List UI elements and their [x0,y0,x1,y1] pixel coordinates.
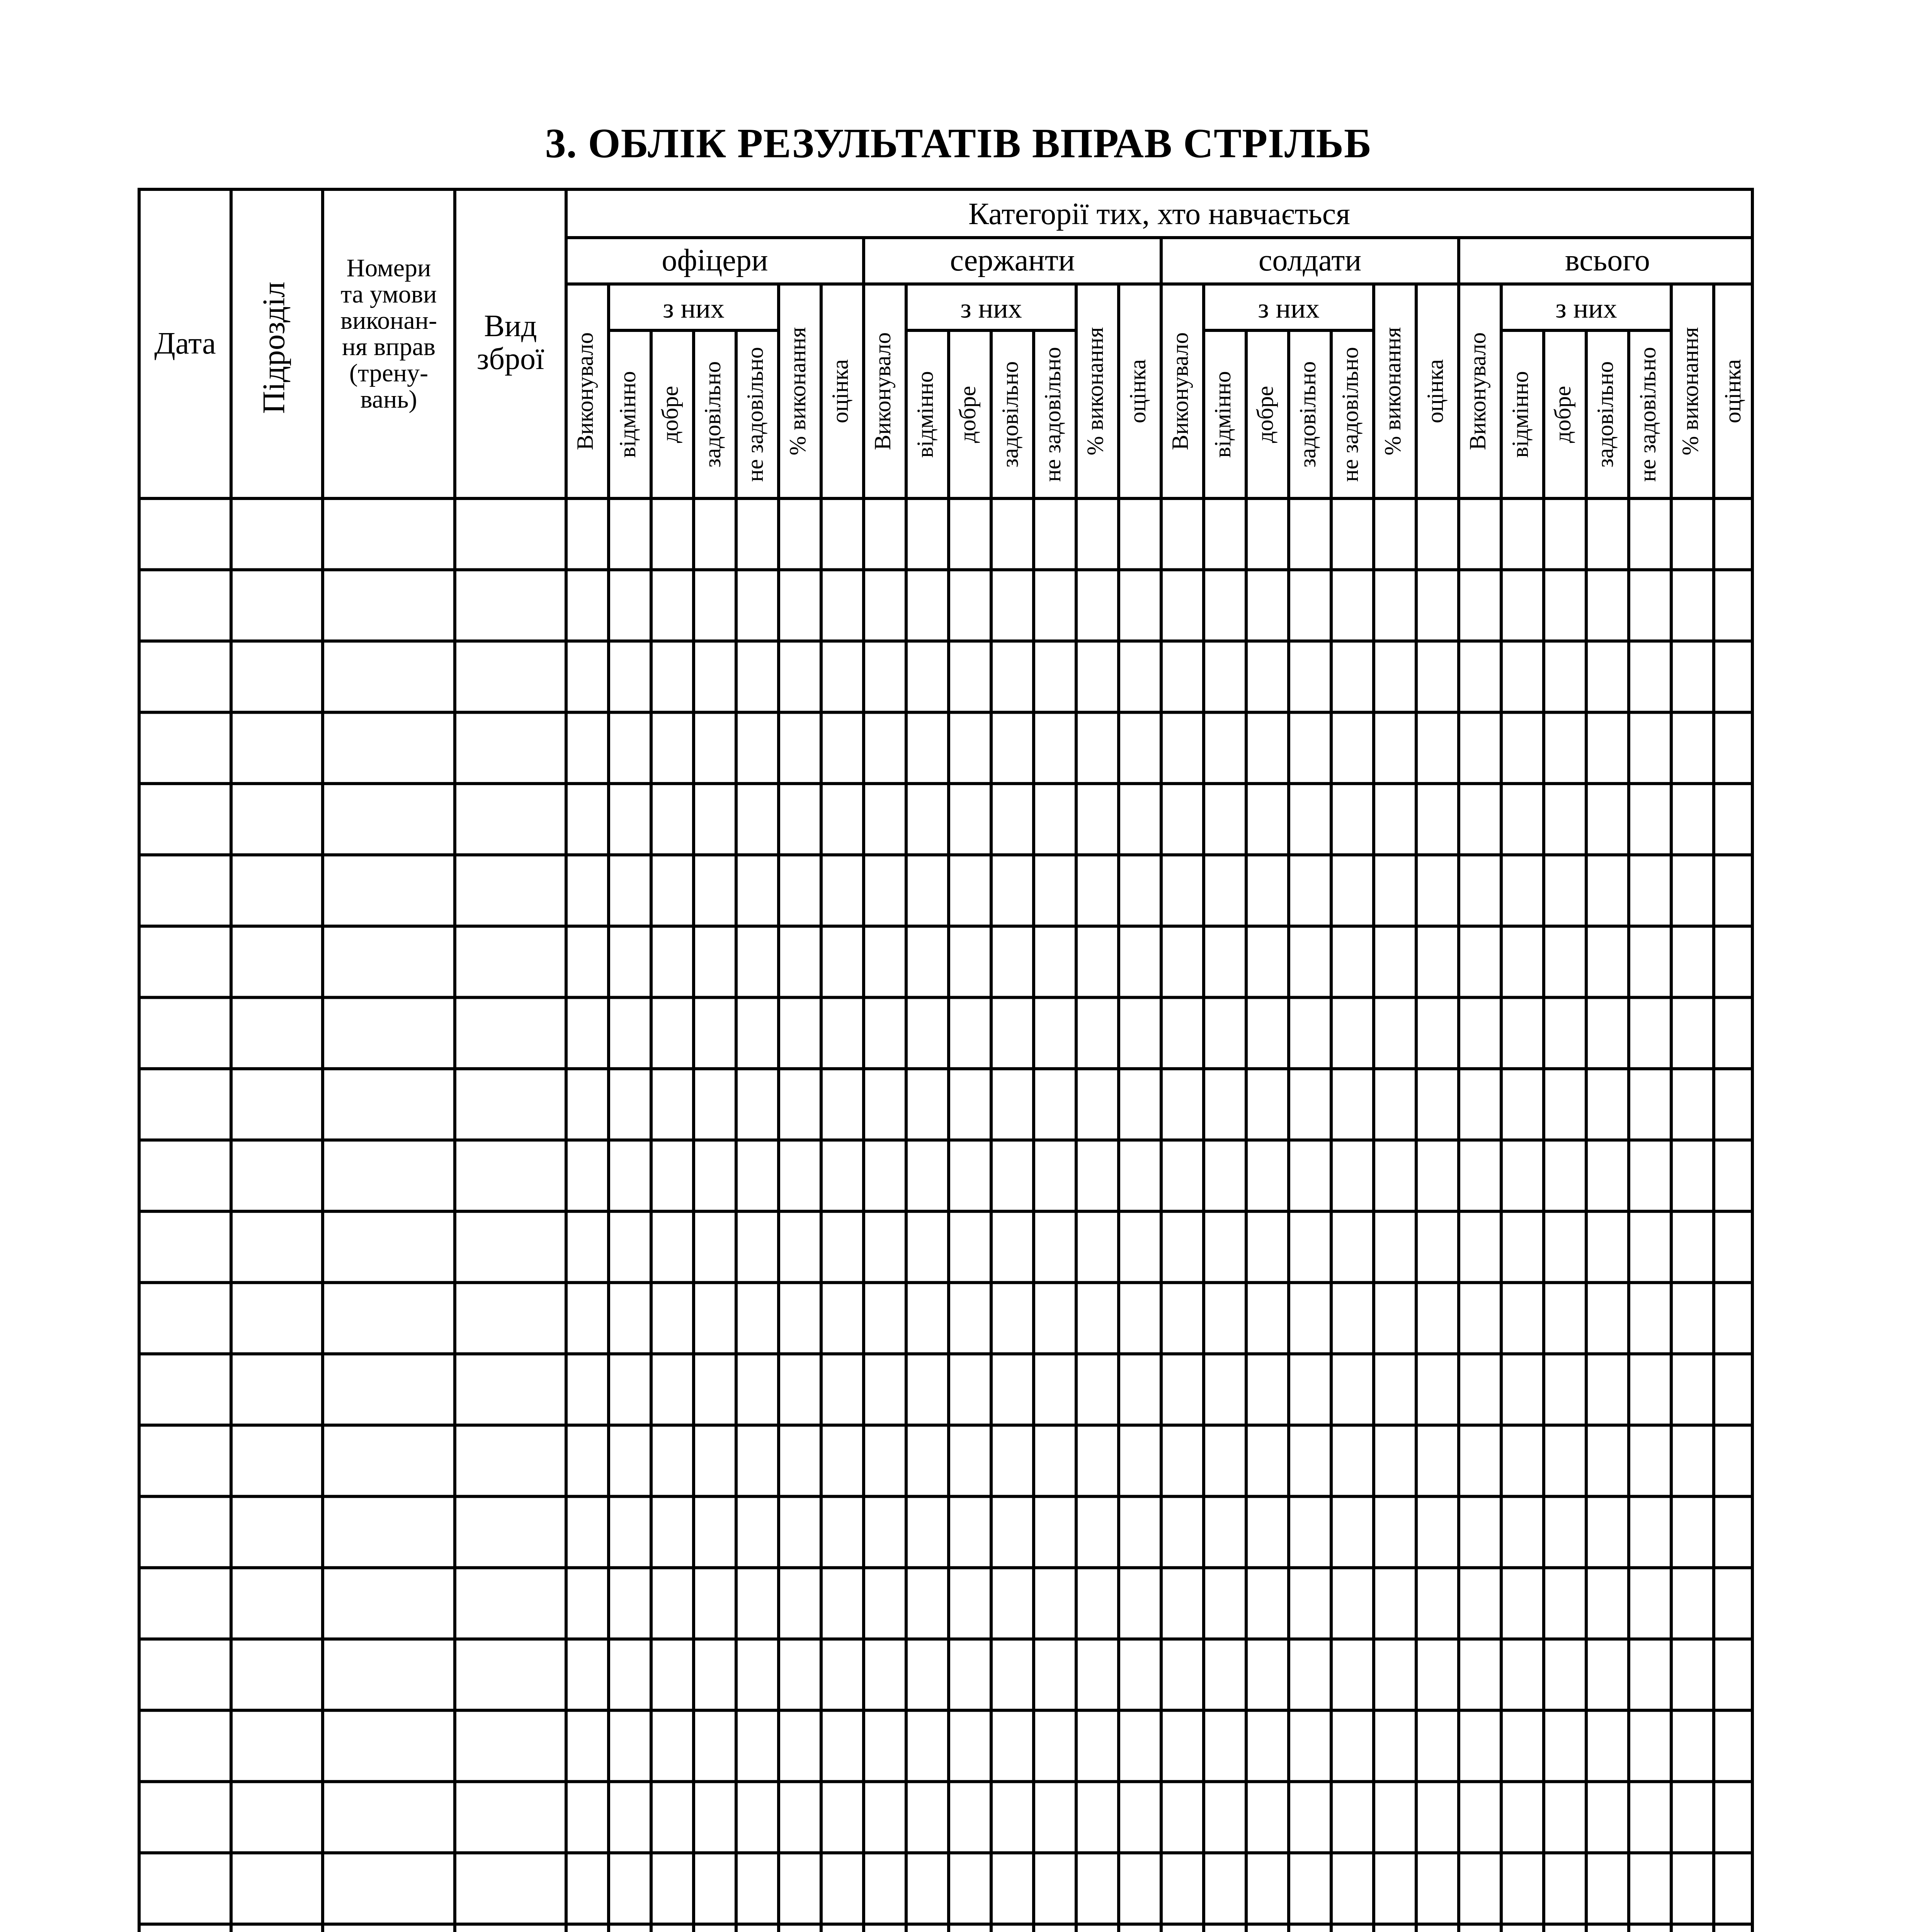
subcolumn-header-performed: Виконувало [1167,332,1193,450]
subcolumn-header-performed: Виконувало [1465,332,1490,450]
subcolumn-header-grade: оцінка [1720,359,1745,423]
subcolumn-header-good: добре [1252,386,1278,443]
subcolumn-header-satisfactory: задовільно [1294,361,1320,468]
group-header: всього [1565,243,1650,277]
subcolumn-header-percent: % виконання [1082,327,1108,456]
group-header: сержанти [950,243,1075,277]
subcolumn-header-satisfactory: задовільно [699,361,725,468]
column-header-exercise-line: ня вправ [342,333,436,361]
subcolumn-header-unsatisfactory: не задовільно [742,347,768,482]
subcolumn-header-satisfactory: задовільно [1592,361,1618,468]
group-header: офіцери [662,243,768,277]
subcolumn-header-performed: Виконувало [869,332,895,450]
subcolumn-header-percent: % виконання [1379,327,1405,456]
of-them-label: з них [1258,293,1320,324]
column-header-exercise-line: виконан- [340,306,437,335]
subcolumn-header-excellent: відмінно [1507,371,1533,458]
column-header-weapon-line: зброї [476,342,544,376]
of-them-label: з них [1555,293,1617,324]
subcolumn-header-grade: оцінка [1124,359,1150,423]
column-header-exercise-line: Номери [346,254,431,282]
subcolumn-header-unsatisfactory: не задовільно [1337,347,1363,482]
subcolumn-header-good: добре [657,386,683,443]
subcolumn-header-percent: % виконання [784,327,810,456]
subcolumn-header-grade: оцінка [827,359,853,423]
categories-header: Категорії тих, хто навчається [968,197,1351,231]
subcolumn-header-grade: оцінка [1422,359,1448,423]
of-them-label: з них [663,293,725,324]
column-header-exercise-line: та умови [340,280,437,308]
of-them-label: з них [960,293,1022,324]
subcolumn-header-good: добре [954,386,980,443]
group-header: солдати [1258,243,1362,277]
subcolumn-header-excellent: відмінно [912,371,938,458]
column-header-exercise-line: (трену- [349,359,429,387]
subcolumn-header-excellent: відмінно [1209,371,1235,458]
subcolumn-header-percent: % виконання [1677,327,1703,456]
subcolumn-header-good: добре [1550,386,1575,443]
subcolumn-header-unsatisfactory: не задовільно [1039,347,1065,482]
page-title: 3. ОБЛІК РЕЗУЛЬТАТІВ ВПРАВ СТРІЛЬБ [545,121,1372,167]
column-header-weapon-line: Вид [484,309,537,343]
column-header-date: Дата [154,327,216,361]
subcolumn-header-excellent: відмінно [614,371,640,458]
subcolumn-header-unsatisfactory: не задовільно [1635,347,1660,482]
subcolumn-header-performed: Виконувало [572,332,598,450]
subcolumn-header-satisfactory: задовільно [997,361,1023,468]
column-header-unit: Підрозділ [256,281,291,414]
column-header-exercise-line: вань) [360,385,417,413]
